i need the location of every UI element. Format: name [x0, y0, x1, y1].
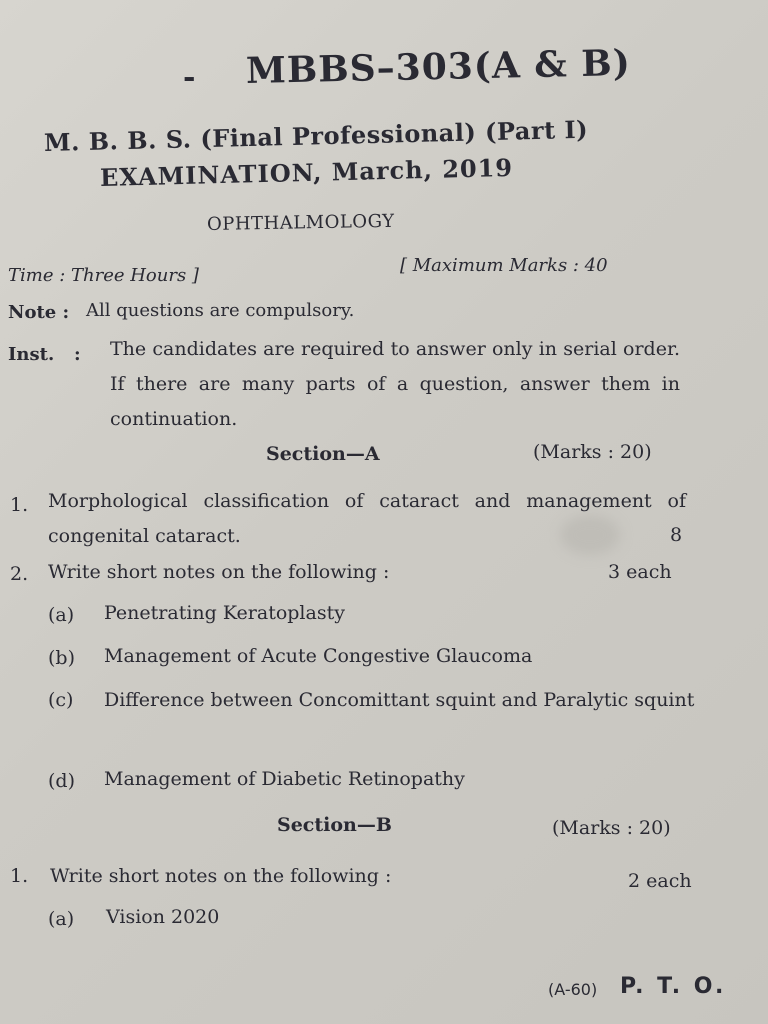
subject-title: OPHTHALMOLOGY — [206, 210, 395, 235]
maximum-marks: [ Maximum Marks : 40 — [400, 255, 608, 276]
section-a-title: Section—A — [266, 443, 380, 465]
section-b-q1-marks: 2 each — [628, 870, 692, 892]
instruction-colon: : — [74, 344, 81, 365]
section-a-q2-text: Write short notes on the following : — [48, 561, 390, 583]
instruction-text: The candidates are required to answer only in serial order. If there are many parts of a question, answer them in continuation. — [110, 338, 680, 430]
exam-title-line1: M. B. B. S. (Final Professional) (Part I) — [43, 114, 589, 157]
section-b-q1-part-a-text: Vision 2020 — [106, 906, 220, 928]
instruction-label: Inst. — [8, 344, 55, 365]
section-b-q1-part-a-label: (a) — [48, 908, 75, 930]
section-a-marks: (Marks : 20) — [533, 441, 652, 463]
section-a-q2-part-b-label: (b) — [48, 647, 75, 669]
paper-code: MBBS–303(A & B) — [245, 41, 632, 92]
section-a-q2-part-c-text: Difference between Concomittant squint and Paralytic squint — [104, 689, 695, 711]
section-b-q1-text: Write short notes on the following : — [50, 865, 392, 887]
section-a-q2-marks: 3 each — [608, 561, 672, 583]
section-a-q2-part-d-text: Management of Diabetic Retinopathy — [104, 768, 465, 790]
footer-paper-code: (A-60) — [548, 980, 598, 999]
section-a-q2-part-d-label: (d) — [48, 770, 75, 792]
section-b-marks: (Marks : 20) — [552, 817, 671, 839]
section-a-q2-number: 2. — [10, 563, 29, 585]
note-text: All questions are compulsory. — [86, 300, 355, 321]
section-a-q2-part-a-label: (a) — [48, 604, 75, 626]
header-dash: - — [183, 60, 196, 95]
section-b-title: Section—B — [277, 814, 392, 836]
section-a-q2-part-c-label: (c) — [48, 689, 74, 711]
section-a-q2-part-a-text: Penetrating Keratoplasty — [104, 602, 345, 624]
section-b-q1-number: 1. — [10, 865, 29, 887]
note-label: Note : — [8, 302, 70, 323]
section-a-q1-text: Morphological classification of cataract and management of congenital cataract. — [48, 490, 686, 547]
please-turn-over: P. T. O. — [620, 974, 727, 999]
section-a-q2-part-b-text: Management of Acute Congestive Glaucoma — [104, 645, 533, 667]
time-allowed: Time : Three Hours ] — [8, 265, 199, 286]
section-a-q1-number: 1. — [10, 494, 29, 516]
section-a-q1-marks: 8 — [670, 524, 683, 546]
exam-title-line2: EXAMINATION, March, 2019 — [99, 152, 514, 192]
